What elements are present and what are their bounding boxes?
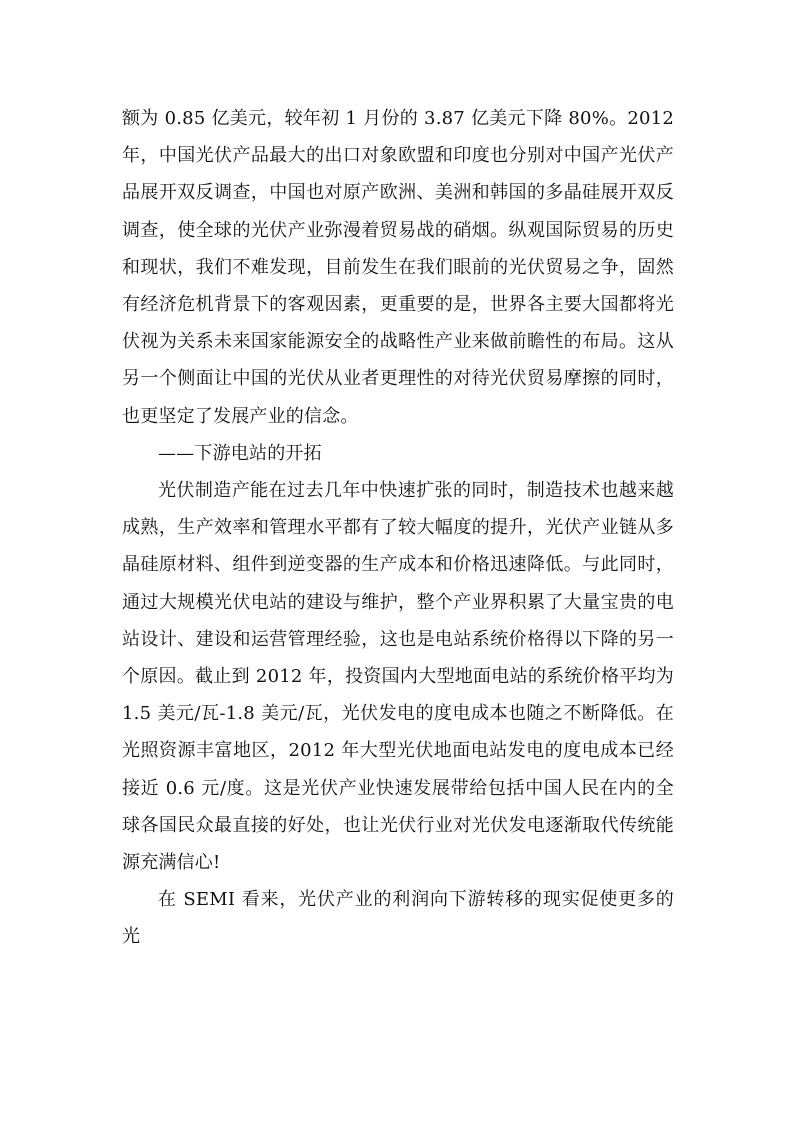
paragraph-cost-reduction: 光伏制造产能在过去几年中快速扩张的同时，制造技术也越来越成熟，生产效率和管理水平都有了较大幅度的提升，光伏产业链从多晶硅原材料、组件到逆变器的生产成本和价格迅速降低。与此同时，通过大规模光伏电站的建设与维护，整个产业界积累了大量宝贵的电站设计、建设和运营管理经验，这也是电站系统价格得以下降的另一个原因。截止到 2012 年，投资国内大型地面电站的系统价格平均为 1.5 美元/瓦-1.8 美元/瓦，光伏发电的度电成本也随之不断降低。在光照资源丰富地区，2012 年大型光伏地面电站发电的度电成本已经接近 0.6 元/度。这是光伏产业快速发展带给包括中国人民在内的全球各国民众最直接的好处，也让光伏行业对光伏发电逐渐取代传统能源充满信心! [122,480,674,874]
document-body [122,100,674,956]
paragraph-trade-dispute: 额为 0.85 亿美元，较年初 1 月份的 3.87 亿美元下降 80%。2012 年，中国光伏产品最大的出口对象欧盟和印度也分别对中国产光伏产品展开双反调查，中国也对原产欧洲、美洲和韩国的多晶硅展开双反调查，使全球的光伏产业弥漫着贸易战的硝烟。纵观国际贸易的历史和现状，我们不难发现，目前发生在我们眼前的光伏贸易之争，固然有经济危机背景下的客观因素，更重要的是，世界各主要大国都将光伏视为关系未来国家能源安全的战略性产业来做前瞻性的布局。这从另一个侧面让中国的光伏从业者更理性的对待光伏贸易摩擦的同时，也更坚定了发展产业的信念。 [122,108,674,427]
section-heading-downstream: ——下游电站的开拓 [158,442,322,464]
paragraph-semi-view: 在 SEMI 看来，光伏产业的利润向下游转移的现实促使更多的光 [122,889,674,948]
